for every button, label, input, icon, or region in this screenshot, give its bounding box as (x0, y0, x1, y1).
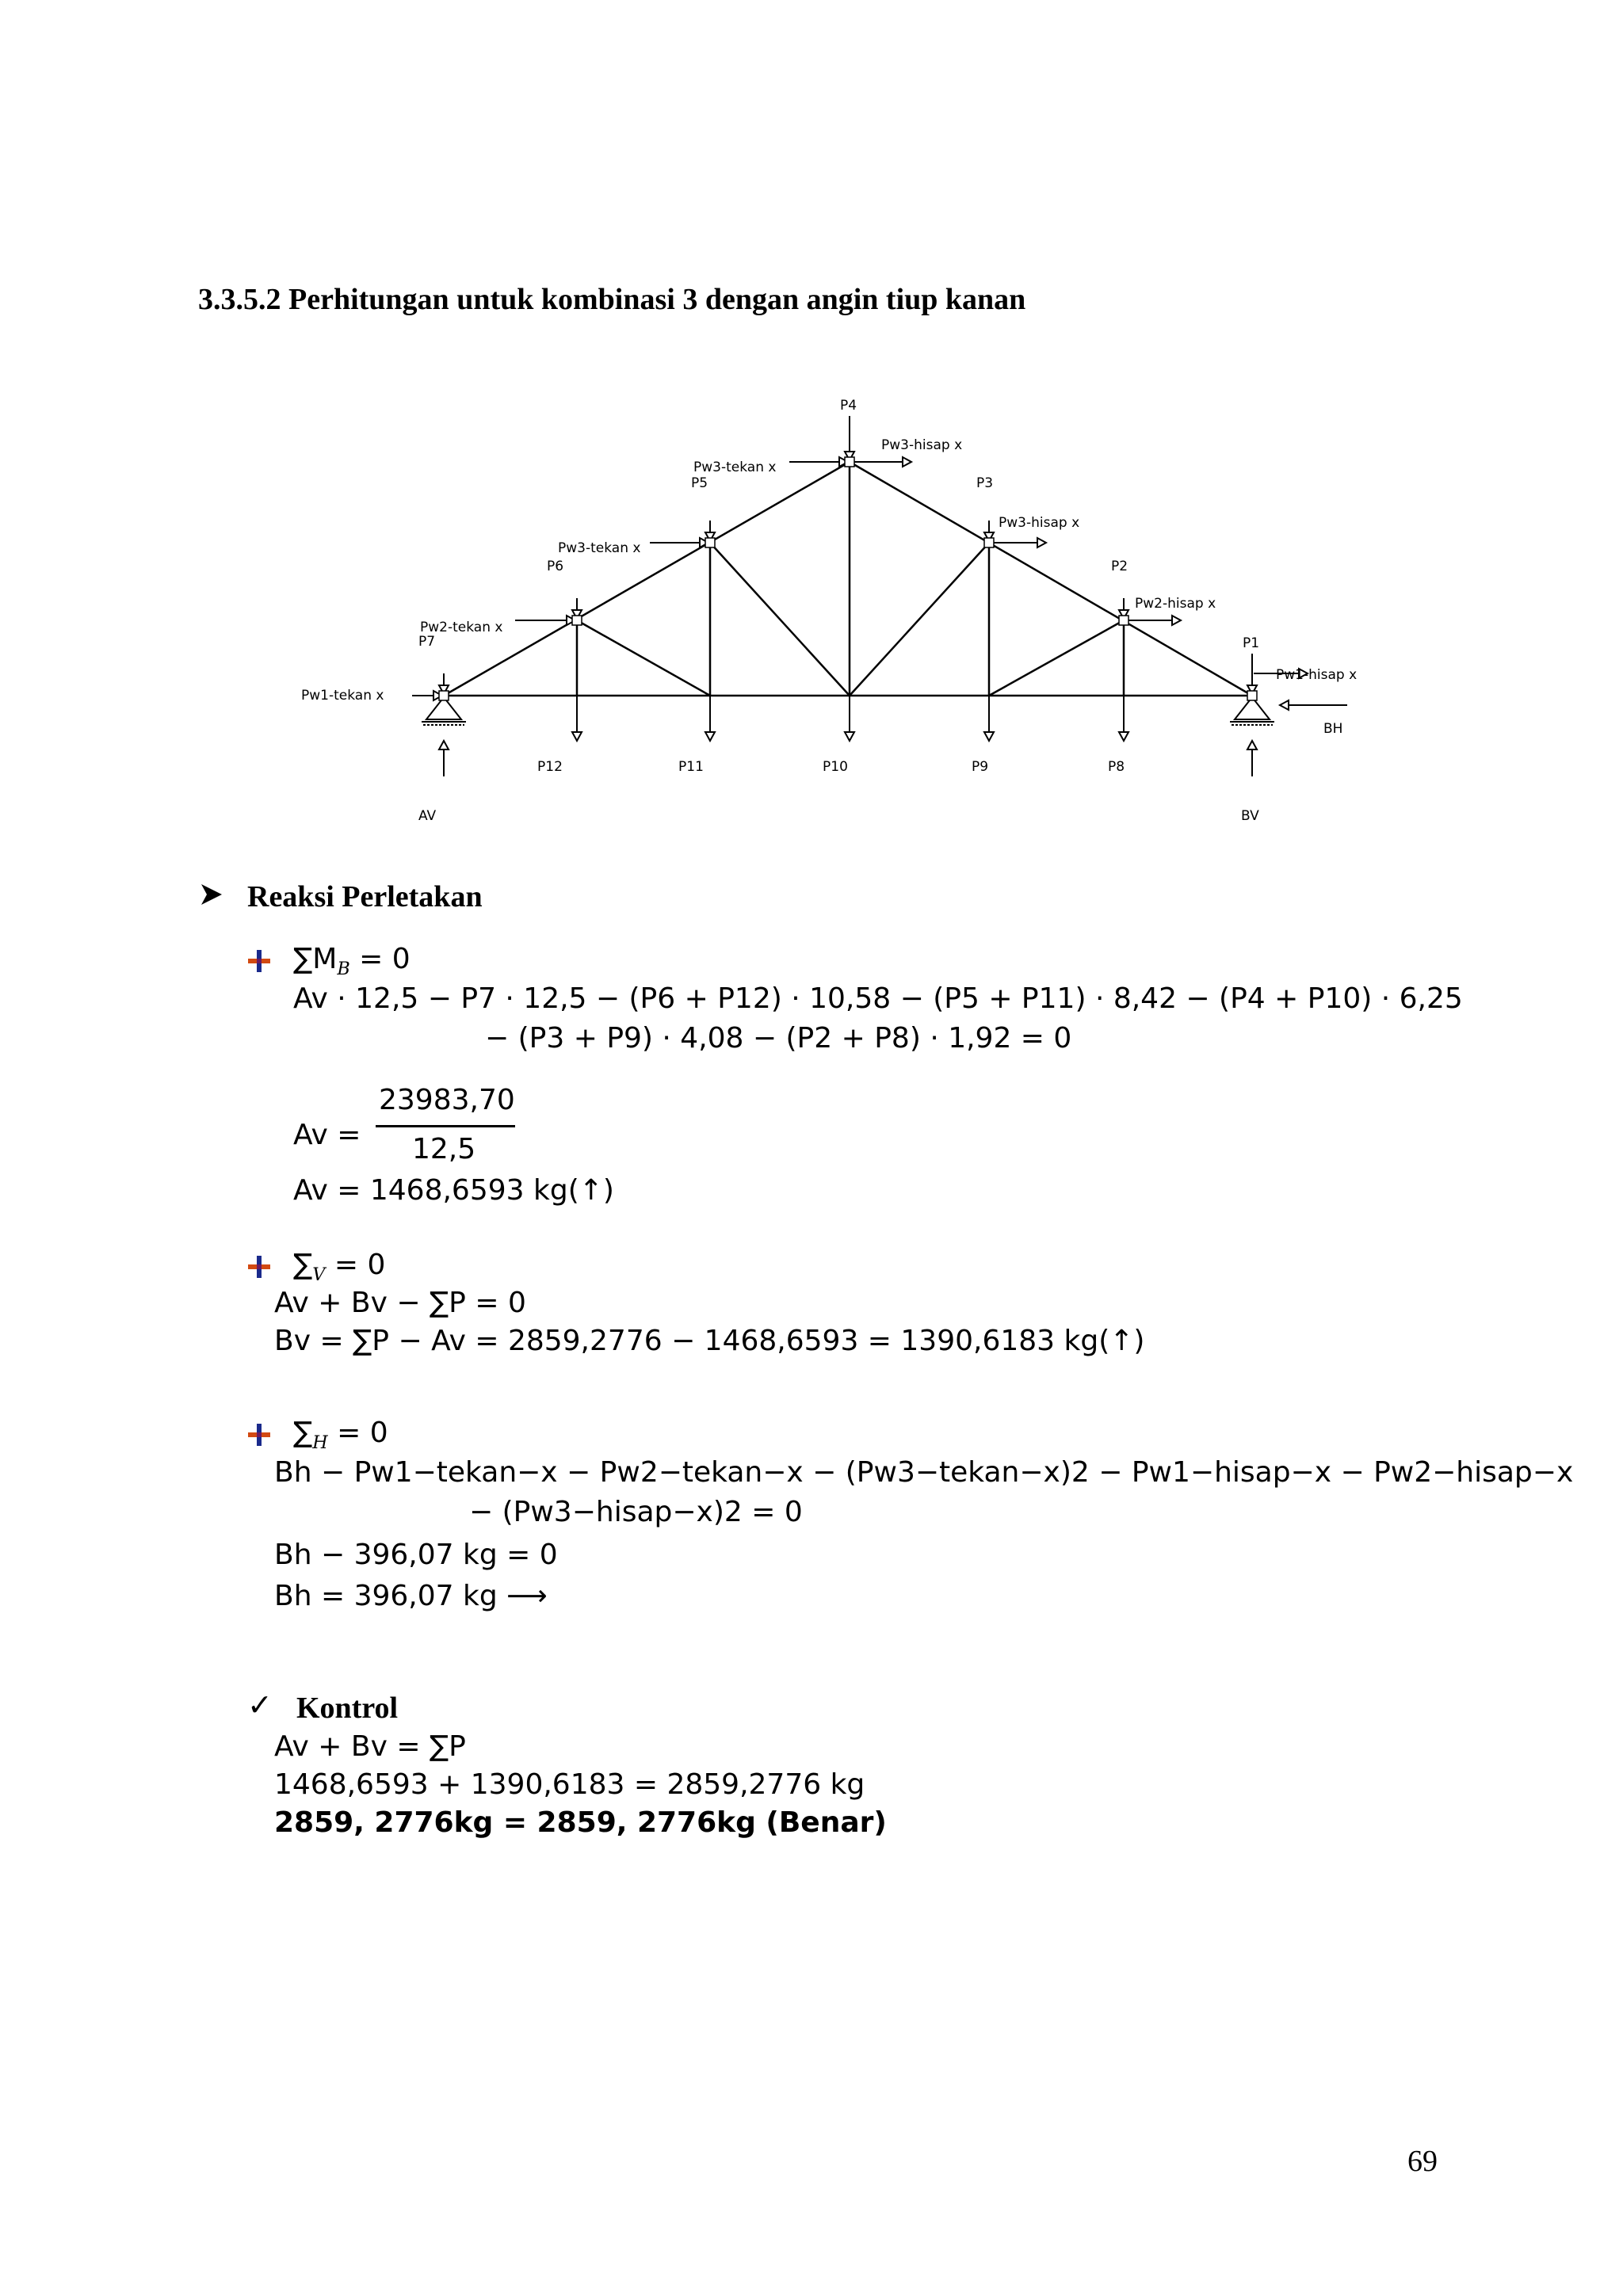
label-p1: P1 (1243, 635, 1260, 651)
bottom-node-loads (572, 696, 1128, 741)
page-number: 69 (1407, 2145, 1438, 2178)
label-pw1-hisap: Pw1-hisap x (1276, 667, 1358, 683)
moment-sum: $\sum M_B = 0$ (293, 943, 411, 980)
node-markers (439, 457, 1260, 700)
truss-members (444, 462, 1252, 696)
label-p11: P11 (678, 759, 704, 775)
label-pw3-tekan-b: Pw3-tekan x (693, 460, 777, 475)
label-p3: P3 (976, 475, 994, 491)
label-pw3-hisap-b: Pw3-hisap x (999, 515, 1080, 531)
av-lhs: Av = (293, 1119, 361, 1151)
section-title: Reaksi Perletakan (247, 880, 483, 913)
wind-loads (412, 457, 1347, 710)
label-av: AV (418, 808, 437, 824)
label-p2: P2 (1111, 559, 1128, 574)
section-heading: 3.3.5.2 Perhitungan untuk kombinasi 3 dengan angin tiup kanan (198, 283, 1026, 316)
label-p6: P6 (547, 559, 564, 574)
checkmark-icon: ✓ (247, 1689, 273, 1722)
kontrol-line3: 2859, 2776kg = 2859, 2776kg (Benar) (274, 1806, 887, 1839)
vertical-equation-line1: Av + Bv − ∑P = 0 (274, 1287, 526, 1319)
label-pw3-hisap-a: Pw3-hisap x (881, 437, 963, 453)
label-p9: P9 (972, 759, 989, 775)
plus-bullet-icon (247, 949, 271, 973)
av-numerator: 23983,70 (379, 1084, 515, 1116)
label-bh: BH (1323, 721, 1343, 737)
vertical-equation-line2: Bv = ∑P − Av = 2859,2776 − 1468,6593 = 1390,6183 kg(↑) (274, 1325, 1145, 1357)
label-pw1-tekan: Pw1-tekan x (301, 688, 384, 704)
label-p5: P5 (691, 475, 708, 491)
label-p7: P7 (418, 634, 436, 650)
kontrol-title: Kontrol (296, 1691, 399, 1725)
moment-equation-line1: Av · 12,5 − P7 · 12,5 − (P6 + P12) · 10,58 − (P5 + P11) · 8,42 − (P4 + P10) · 6,25 (293, 982, 1463, 1015)
horizontal-equation-line2: − (Pw3−hisap−x)2 = 0 (469, 1496, 803, 1528)
horizontal-equation-line3: Bh − 396,07 kg = 0 (274, 1539, 558, 1571)
plus-bullet-icon (247, 1255, 271, 1279)
label-pw2-hisap: Pw2-hisap x (1135, 596, 1216, 612)
label-pw2-tekan: Pw2-tekan x (420, 620, 503, 635)
arrow-bullet-icon (200, 883, 223, 906)
label-bv: BV (1241, 808, 1259, 824)
label-p4: P4 (840, 398, 857, 414)
plus-bullet-icon (247, 1423, 271, 1447)
truss-diagram (285, 392, 1411, 836)
av-denominator: 12,5 (412, 1133, 476, 1165)
label-p10: P10 (823, 759, 848, 775)
label-p12: P12 (537, 759, 563, 775)
vertical-sum: $\sum_V = 0$ (293, 1249, 386, 1286)
label-p8: P8 (1108, 759, 1125, 775)
kontrol-line1: Av + Bv = ∑P (274, 1730, 466, 1763)
moment-equation-line2: − (P3 + P9) · 4,08 − (P2 + P8) · 1,92 = 0 (485, 1022, 1072, 1055)
av-result: Av = 1468,6593 kg(↑) (293, 1174, 614, 1207)
fraction-bar (376, 1125, 515, 1127)
label-pw3-tekan-a: Pw3-tekan x (558, 540, 641, 556)
kontrol-line2: 1468,6593 + 1390,6183 = 2859,2776 kg (274, 1768, 865, 1801)
horizontal-equation-line4: Bh = 396,07 kg ⟶ (274, 1580, 548, 1612)
horizontal-sum: $\sum_H = 0$ (293, 1417, 388, 1454)
horizontal-equation-line1: Bh − Pw1−tekan−x − Pw2−tekan−x − (Pw3−tekan−x)2 − Pw1−hisap−x − Pw2−hisap−x (274, 1456, 1574, 1489)
